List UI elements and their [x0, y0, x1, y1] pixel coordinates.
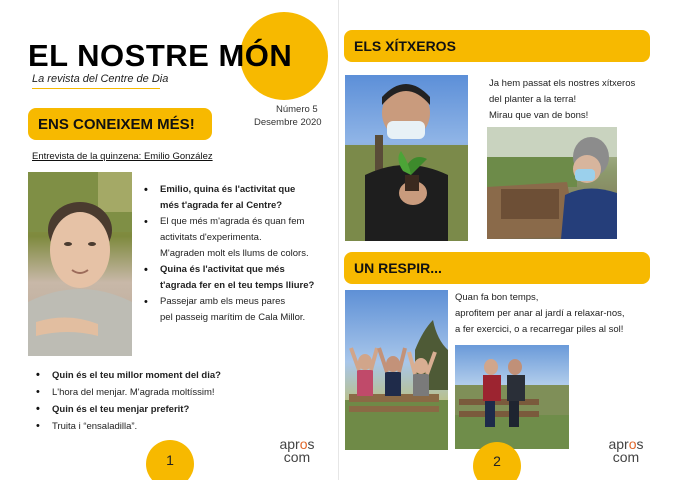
- section-header-label: ELS XÍTXEROS: [354, 38, 456, 54]
- qa-line: • El que més m'agrada és quan fem: [142, 214, 337, 230]
- section-header-ens-coneixem: [28, 108, 212, 140]
- page-number: 1: [166, 452, 174, 468]
- qa-line: M'agraden molt els llums de colors.: [160, 248, 309, 259]
- magazine-subtitle: La revista del Centre de Dia: [32, 73, 169, 85]
- photo-group-exercise: [345, 290, 448, 450]
- section2-line: aprofitem per anar al jardí a relaxar-nos,: [455, 308, 625, 319]
- qa-line: més t'agrada fer al Centre?: [160, 200, 283, 211]
- section1-line: del planter a la terra!: [489, 94, 577, 105]
- interview-qa-bottom-list: [34, 367, 294, 435]
- photo-men-on-bench: [455, 345, 569, 449]
- issue-date: Desembre 2020: [254, 117, 322, 128]
- qa-line: • Emilio, quina és l'activitat que: [142, 182, 337, 198]
- qa-line: • Quin és el teu menjar preferit?: [34, 401, 294, 418]
- section-header-label: UN RESPIR...: [354, 260, 442, 276]
- photo-garden-planting: [487, 127, 617, 239]
- apros-logo: apros com: [608, 436, 644, 465]
- interview-line: Entrevista de la quinzena: Emilio González: [32, 151, 213, 162]
- qa-line: activitats d'experimenta.: [160, 232, 262, 243]
- photo-man-with-plant: [345, 75, 468, 241]
- qa-line: pel passeig marítim de Cala Millor.: [160, 312, 306, 323]
- qa-line: t'agrada fer en el teu temps lliure?: [160, 280, 315, 291]
- section2-line: Quan fa bon temps,: [455, 292, 539, 303]
- subtitle-underline: [32, 88, 160, 89]
- qa-line: • Truita i “ensaladilla”.: [34, 418, 294, 435]
- section-header-label: ENS CONEIXEM MÉS!: [38, 115, 195, 133]
- issue-number: Número 5: [276, 104, 318, 115]
- qa-line: • Passejar amb els meus pares: [142, 294, 337, 310]
- interview-qa-list: [142, 182, 337, 326]
- apros-logo: apros com: [279, 436, 315, 465]
- section-header-xitxeros: [344, 30, 650, 62]
- section1-line: Mirau que van de bons!: [489, 110, 589, 121]
- qa-line: • Quina és l'activitat que més: [142, 262, 337, 278]
- qa-line: • L'hora del menjar. M'agrada moltíssim!: [34, 384, 294, 401]
- section-header-un-respir: [344, 252, 650, 284]
- qa-line: • Quin és el teu millor moment del dia?: [34, 367, 294, 384]
- section1-text: [489, 76, 674, 124]
- magazine-title: EL NOSTRE MÓN: [28, 38, 293, 73]
- magazine-page-2: [339, 0, 678, 480]
- section1-line: Ja hem passat els nostres xítxeros: [489, 78, 636, 89]
- section2-text: [455, 290, 675, 338]
- portrait-photo: [28, 172, 132, 356]
- page-number: 2: [493, 453, 501, 469]
- section2-line: a fer exercici, o a recarregar piles al sol!: [455, 324, 624, 335]
